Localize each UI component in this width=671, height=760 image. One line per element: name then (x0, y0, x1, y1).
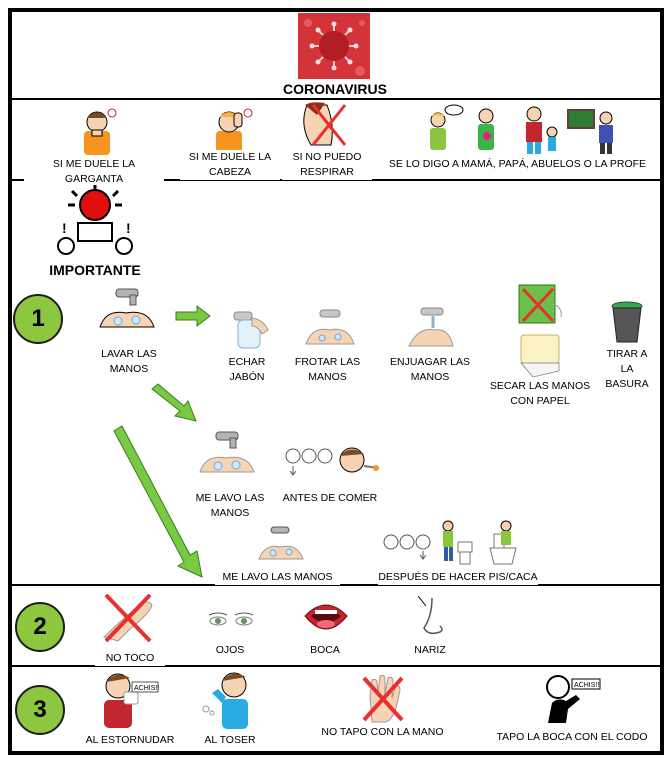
step-3-label: AL ESTORNUDAR (80, 733, 180, 748)
sore-throat-icon (78, 105, 120, 155)
cannot-breathe-icon (297, 101, 349, 149)
sneeze-text: ACHIS!! (134, 685, 160, 692)
when-moment-label: ANTES DE COMER (280, 491, 380, 506)
headache-icon (208, 105, 254, 155)
important-label: IMPORTANTE (49, 262, 141, 278)
body-part-label: BOCA (295, 643, 355, 658)
step-2-circle: 2 (15, 602, 65, 652)
soap-icon (224, 306, 272, 350)
step-label: LAVAR LAS MANOS (95, 347, 163, 377)
hand-washing-icon (96, 287, 158, 337)
hand-washing-icon (196, 430, 258, 480)
cough-icon (200, 669, 258, 729)
eyes-icon (206, 612, 256, 628)
toilet-icon (382, 520, 522, 566)
step-1-circle: 1 (13, 294, 63, 344)
symptom-label: SI ME DUELE LA GARGANTA (24, 157, 164, 187)
arrow-diagonal-icon (150, 383, 198, 423)
elbow-cover-icon (544, 673, 602, 725)
step-3-label: AL TOSER (195, 733, 265, 748)
mouth-icon (303, 598, 349, 638)
no-hand-icon (360, 672, 406, 724)
step-3-circle: 3 (15, 685, 65, 735)
tell-family-icon (424, 104, 620, 156)
body-part-label: OJOS (200, 643, 260, 658)
when-action-label: ME LAVO LAS MANOS (190, 491, 270, 521)
dry-hands-icon (515, 283, 567, 379)
symptom-label: SI NO PUEDO RESPIRAR (282, 150, 372, 180)
symptom-label: SI ME DUELE LA CABEZA (180, 150, 280, 180)
step-3-label: TAPO LA BOCA CON EL CODO (492, 730, 652, 745)
before-eating-icon (284, 444, 384, 488)
substep-label: SECAR LAS MANOS CON PAPEL (485, 379, 595, 409)
substep-label: ECHAR JABÓN (217, 355, 277, 385)
nose-icon (418, 596, 448, 640)
virus-image (298, 13, 370, 79)
divider (8, 98, 664, 100)
when-moment-label: DESPUÉS DE HACER PIS/CACA (378, 571, 538, 583)
rub-hands-icon (302, 308, 358, 350)
trash-can-icon (610, 300, 644, 344)
alarm-icon (54, 183, 136, 259)
sneeze-icon (98, 668, 160, 730)
substep-label: FROTAR LAS MANOS (290, 355, 365, 385)
page-title: CORONAVIRUS (283, 81, 387, 97)
step-3-label: NO TAPO CON LA MANO (315, 725, 450, 740)
substep-label: TIRAR A LA BASURA (600, 347, 654, 392)
svg-text:!: ! (126, 220, 131, 236)
symptom-label: SE LO DIGO A MAMÁ, PAPÁ, ABUELOS O LA PROFE (385, 157, 650, 172)
rinse-icon (405, 306, 457, 352)
hand-washing-icon (255, 525, 307, 565)
substep-label: ENJUAGAR LAS MANOS (388, 355, 472, 385)
when-action-label: ME LAVO LAS MANOS (215, 570, 340, 585)
no-touch-label: NO TOCO (95, 651, 165, 666)
arrow-right-icon (175, 305, 211, 327)
sneeze-text: ACHIS!! (574, 682, 600, 689)
svg-text:!: ! (62, 220, 67, 236)
body-part-label: NARIZ (400, 643, 460, 658)
no-touch-icon (100, 591, 156, 645)
